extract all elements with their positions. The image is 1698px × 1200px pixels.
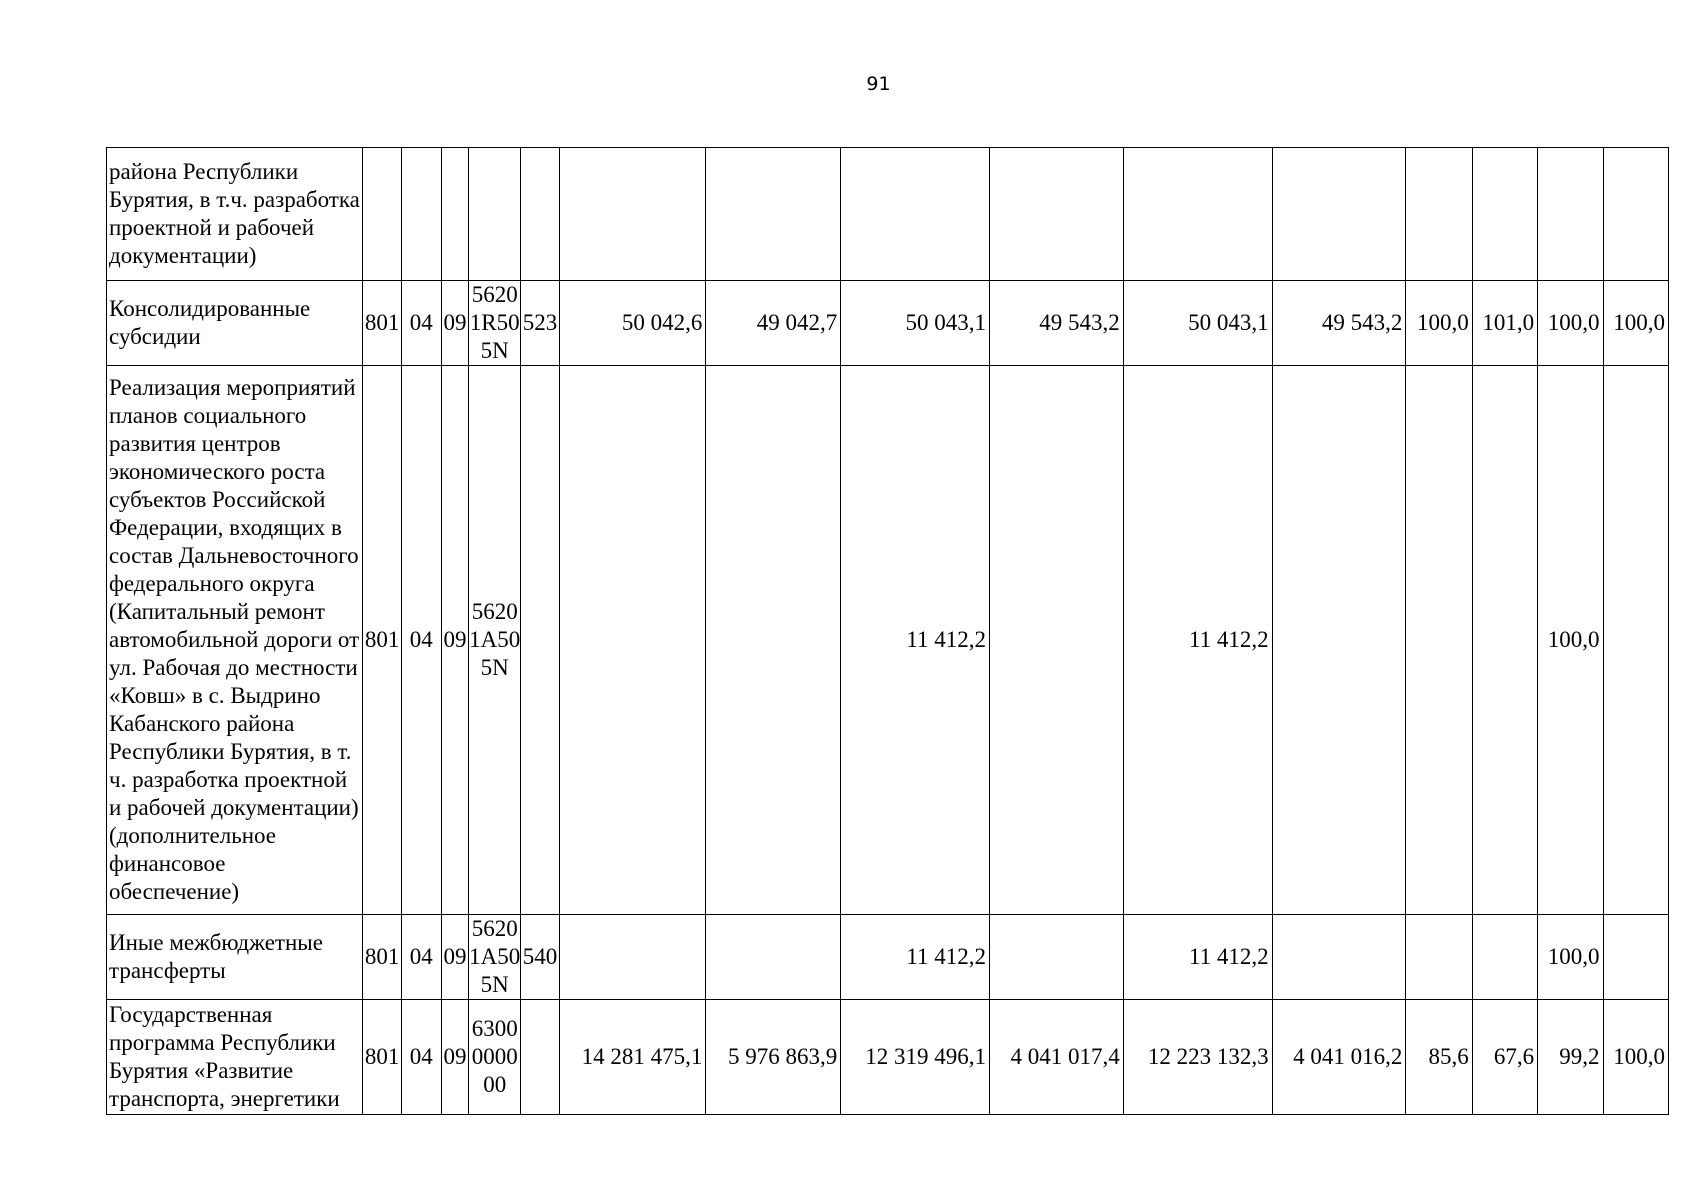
table-row — [107, 1000, 1669, 1115]
cell-percent-1: 85,6 — [1406, 1000, 1472, 1115]
cell-value-6 — [1272, 915, 1406, 1000]
cell-percent-3: 100,0 — [1538, 281, 1603, 366]
cell-percent-2: 101,0 — [1472, 281, 1537, 366]
cell-ved — [363, 148, 401, 281]
cell-rz: 04 — [401, 281, 441, 366]
table-row — [107, 366, 1669, 915]
cell-value-2 — [706, 915, 841, 1000]
cell-value-4: 49 543,2 — [990, 281, 1124, 366]
cell-vr — [521, 1000, 559, 1115]
cell-percent-1 — [1406, 366, 1472, 915]
budget-table — [106, 147, 1669, 1115]
cell-ved: 801 — [363, 915, 401, 1000]
cell-percent-1: 100,0 — [1406, 281, 1472, 366]
cell-vr: 540 — [521, 915, 559, 1000]
cell-value-6: 49 543,2 — [1272, 281, 1406, 366]
cell-value-3: 12 319 496,1 — [841, 1000, 990, 1115]
cell-value-1 — [559, 148, 706, 281]
row-name: района Республики Бурятия, в т.ч. разработка проектной и рабочей документации) — [107, 148, 363, 281]
cell-percent-3 — [1538, 148, 1603, 281]
cell-percent-1 — [1406, 148, 1472, 281]
cell-percent-4: 100,0 — [1603, 281, 1668, 366]
cell-pr: 09 — [441, 1000, 468, 1115]
cell-value-3: 50 043,1 — [841, 281, 990, 366]
cell-value-5: 11 412,2 — [1123, 366, 1272, 915]
cell-value-2: 5 976 863,9 — [706, 1000, 841, 1115]
cell-percent-3: 100,0 — [1538, 915, 1603, 1000]
cell-value-1 — [559, 366, 706, 915]
cell-vr: 523 — [521, 281, 559, 366]
cell-csr: 5620 1A50 5N — [469, 915, 521, 1000]
cell-value-1 — [559, 915, 706, 1000]
cell-csr: 6300 0000 00 — [469, 1000, 521, 1115]
cell-pr — [441, 148, 468, 281]
cell-csr — [469, 148, 521, 281]
row-name: Государственная программа Республики Бурятия «Развитие транспорта, энергетики — [107, 1000, 363, 1115]
cell-rz: 04 — [401, 366, 441, 915]
cell-percent-3: 100,0 — [1538, 366, 1603, 915]
cell-pr: 09 — [441, 366, 468, 915]
cell-value-2: 49 042,7 — [706, 281, 841, 366]
cell-csr: 5620 1R50 5N — [469, 281, 521, 366]
cell-ved: 801 — [363, 1000, 401, 1115]
cell-percent-2 — [1472, 915, 1537, 1000]
page-number: 91 — [866, 73, 891, 95]
cell-value-5: 12 223 132,3 — [1123, 1000, 1272, 1115]
cell-value-4 — [990, 915, 1124, 1000]
cell-rz: 04 — [401, 1000, 441, 1115]
table-row — [107, 148, 1669, 281]
cell-pr: 09 — [441, 281, 468, 366]
cell-vr — [521, 148, 559, 281]
cell-value-3: 11 412,2 — [841, 366, 990, 915]
cell-csr: 5620 1A50 5N — [469, 366, 521, 915]
cell-value-6 — [1272, 366, 1406, 915]
cell-value-4: 4 041 017,4 — [990, 1000, 1124, 1115]
cell-value-3 — [841, 148, 990, 281]
cell-value-5: 50 043,1 — [1123, 281, 1272, 366]
cell-value-5 — [1123, 148, 1272, 281]
cell-percent-2 — [1472, 366, 1537, 915]
table-row — [107, 915, 1669, 1000]
cell-value-2 — [706, 148, 841, 281]
cell-percent-2 — [1472, 148, 1537, 281]
cell-percent-1 — [1406, 915, 1472, 1000]
cell-rz — [401, 148, 441, 281]
cell-ved: 801 — [363, 366, 401, 915]
cell-value-6 — [1272, 148, 1406, 281]
cell-value-2 — [706, 366, 841, 915]
cell-pr: 09 — [441, 915, 468, 1000]
cell-value-4 — [990, 366, 1124, 915]
cell-value-3: 11 412,2 — [841, 915, 990, 1000]
cell-vr — [521, 366, 559, 915]
row-name: Реализация мероприятий планов социального развития центров экономического роста субъектов Российской Федерации, входящих в состав Дальневосточного федерального округа (Капитальный ремонт автомобильной дороги от ул. Рабочая до местности «Ковш» в с. Выдрино Кабанского района Республики Бурятия, в т. ч. разработка проектной и рабочей документации) (дополнительное финансовое обеспечение) — [107, 366, 363, 915]
cell-rz: 04 — [401, 915, 441, 1000]
table-row — [107, 281, 1669, 366]
cell-value-6: 4 041 016,2 — [1272, 1000, 1406, 1115]
cell-percent-4: 100,0 — [1603, 1000, 1668, 1115]
cell-ved: 801 — [363, 281, 401, 366]
cell-percent-3: 99,2 — [1538, 1000, 1603, 1115]
cell-percent-2: 67,6 — [1472, 1000, 1537, 1115]
row-name: Иные межбюджетные трансферты — [107, 915, 363, 1000]
cell-percent-4 — [1603, 915, 1668, 1000]
cell-value-1: 50 042,6 — [559, 281, 706, 366]
cell-value-4 — [990, 148, 1124, 281]
cell-value-1: 14 281 475,1 — [559, 1000, 706, 1115]
row-name: Консолидированные субсидии — [107, 281, 363, 366]
cell-percent-4 — [1603, 148, 1668, 281]
cell-percent-4 — [1603, 366, 1668, 915]
cell-value-5: 11 412,2 — [1123, 915, 1272, 1000]
